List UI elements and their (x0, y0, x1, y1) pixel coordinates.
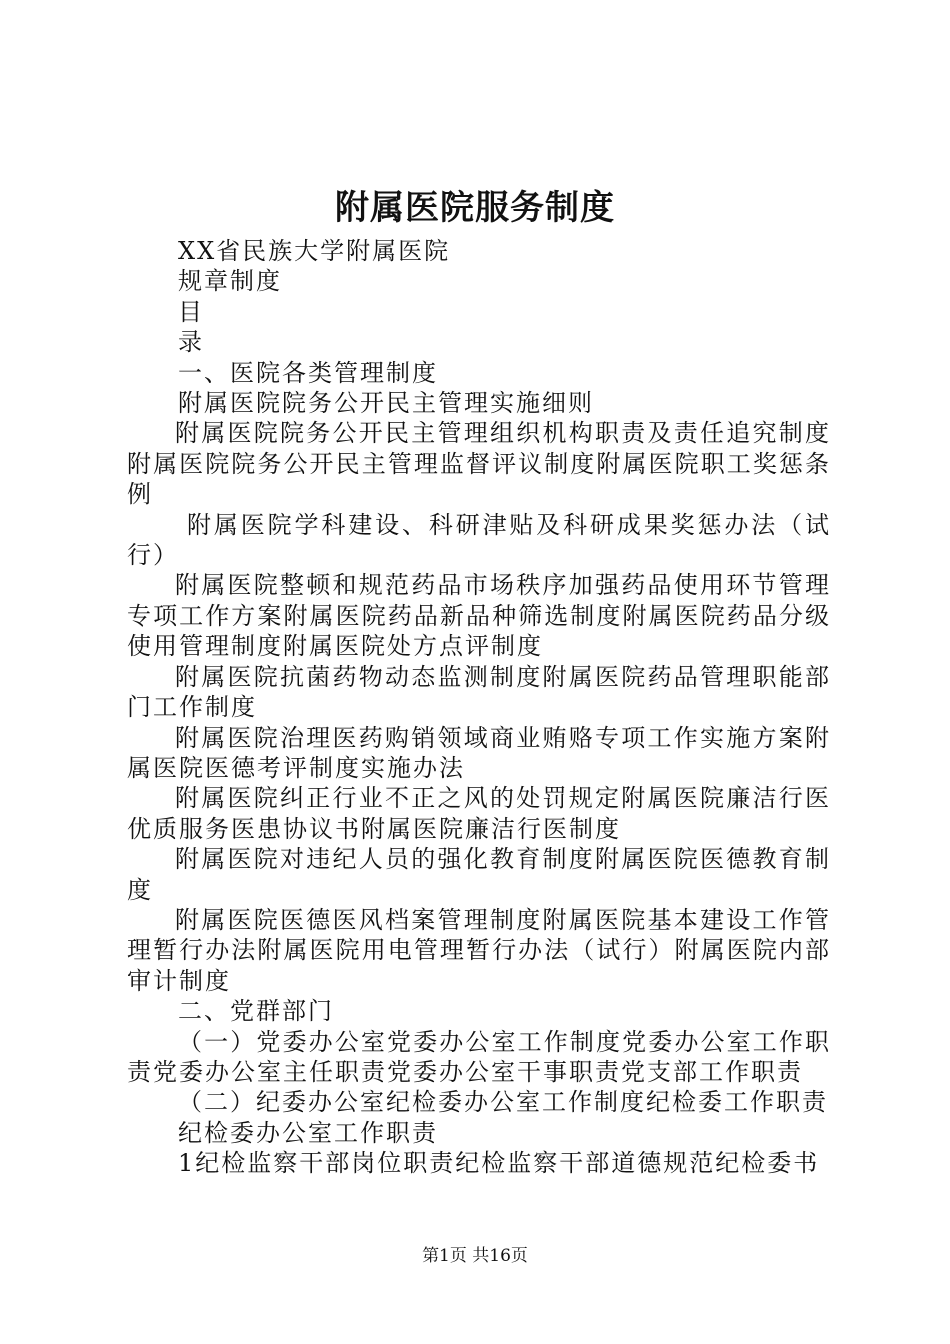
list-item: 附属医院对违纪人员的强化教育制度附属医院医德教育制度 (127, 845, 831, 904)
list-item: 附属医院院务公开民主管理实施细则 (178, 389, 594, 418)
section-heading-1: 一、医院各类管理制度 (178, 358, 438, 387)
list-item: 1纪检监察干部岗位职责纪检监察干部道德规范纪检委书 (178, 1149, 820, 1178)
list-item: 附属医院治理医药购销领域商业贿赂专项工作实施方案附属医院医德考评制度实施办法 (127, 723, 831, 782)
list-item: 附属医院抗菌药物动态监测制度附属医院药品管理职能部门工作制度 (127, 662, 831, 722)
document-title: 附属医院服务制度 (335, 188, 615, 228)
paragraph-toc-2: 录 (178, 328, 204, 357)
list-item: （一）党委办公室党委办公室工作制度党委办公室工作职责党委办公室主任职责党委办公室干事职责党支部工作职责 (127, 1027, 831, 1086)
list-item: （二）纪委办公室纪检委办公室工作制度纪检委工作职责 (178, 1088, 828, 1117)
paragraph-institution: XX省民族大学附属医院 (178, 237, 451, 265)
paragraph-regulations: 规章制度 (178, 267, 282, 296)
paragraph-toc-1: 目 (178, 297, 204, 326)
list-item: 纪检委办公室工作职责 (178, 1118, 438, 1147)
list-item: 附属医院学科建设、科研津贴及科研成果奖惩办法（试行） (127, 510, 831, 570)
document-body (127, 236, 831, 1179)
list-item: 附属医院院务公开民主管理组织机构职责及责任追究制度附属医院院务公开民主管理监督评议制度附属医院职工奖惩条例 (127, 419, 831, 509)
page-footer: 第1页 共16页 (422, 1246, 528, 1266)
list-item: 附属医院医德医风档案管理制度附属医院基本建设工作管理暂行办法附属医院用电管理暂行办法（试行）附属医院内部审计制度 (127, 905, 831, 995)
list-item: 附属医院纠正行业不正之风的处罚规定附属医院廉洁行医优质服务医患协议书附属医院廉洁行医制度 (127, 784, 831, 843)
list-item: 附属医院整顿和规范药品市场秩序加强药品使用环节管理专项工作方案附属医院药品新品种筛选制度附属医院药品分级使用管理制度附属医院处方点评制度 (127, 571, 831, 661)
section-heading-2: 二、党群部门 (178, 997, 334, 1026)
